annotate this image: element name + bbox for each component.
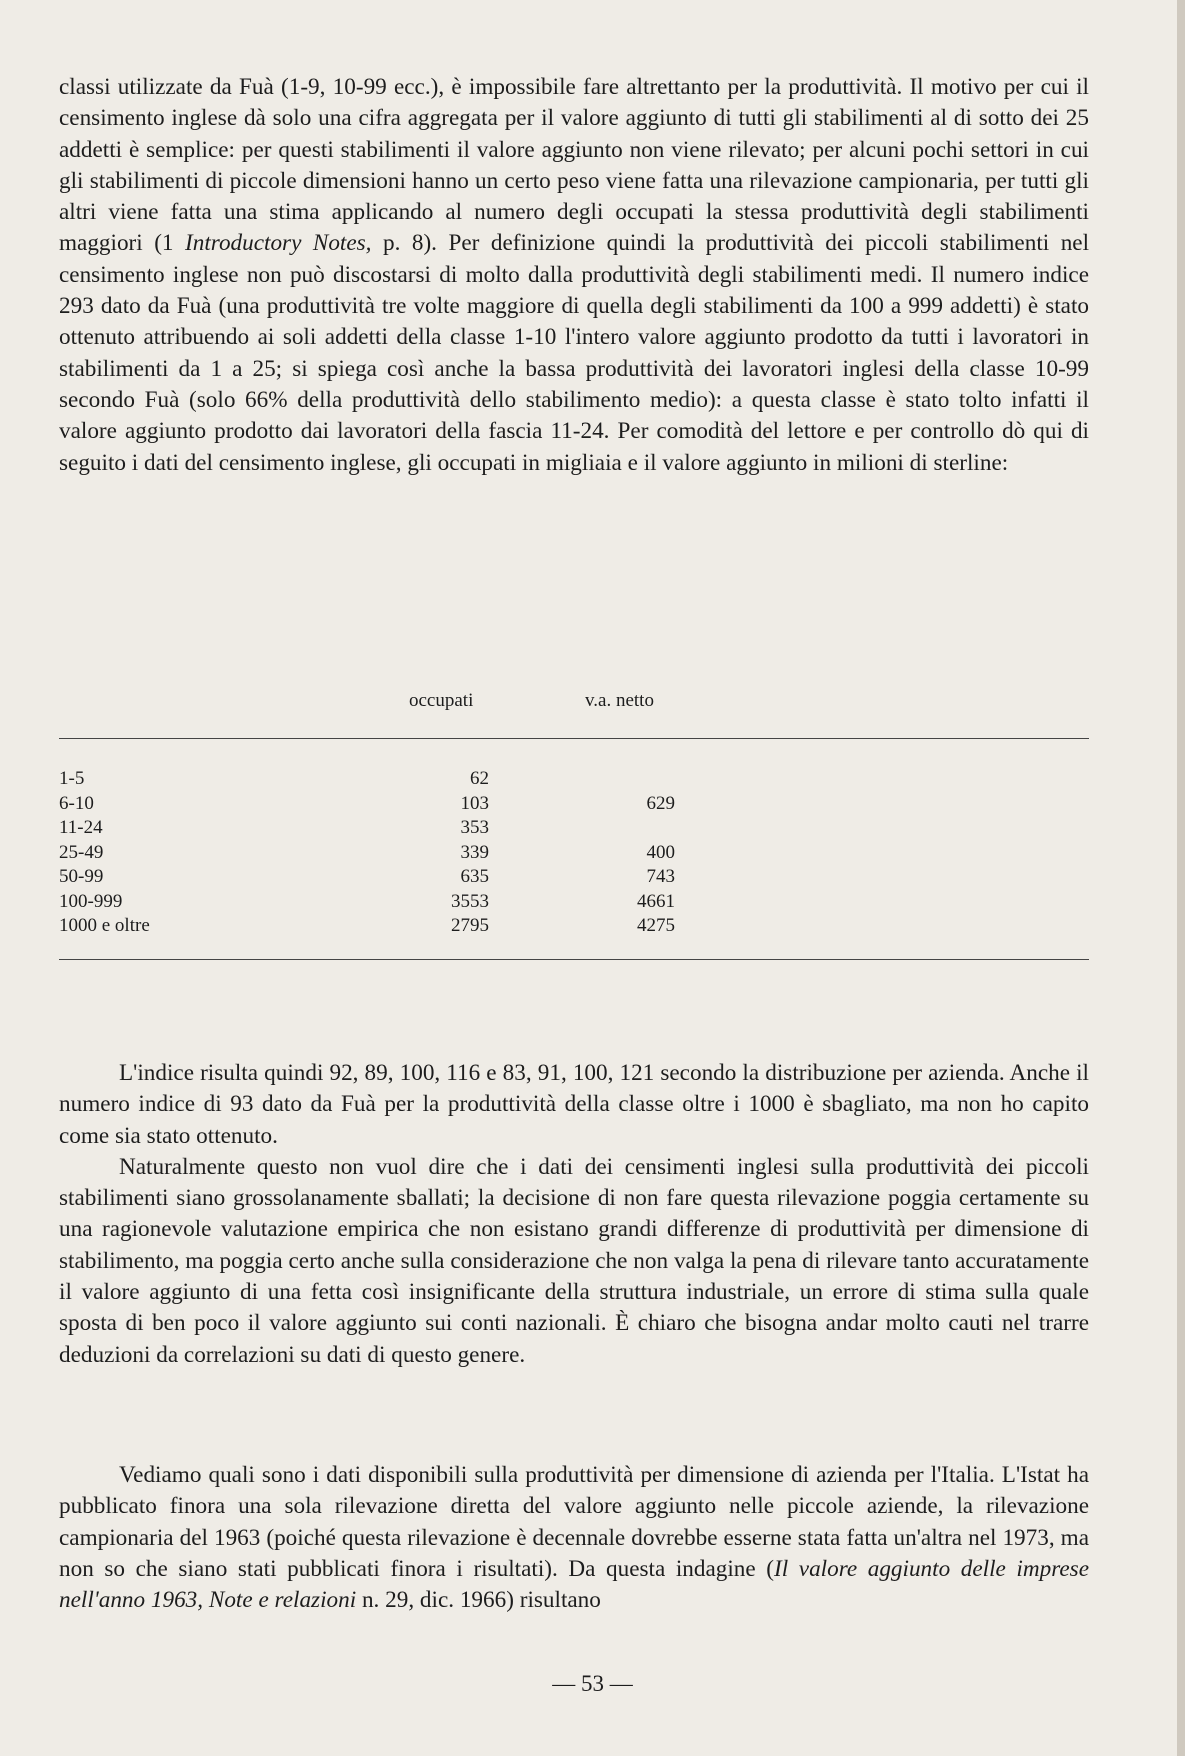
row-occupati: 3553 (451, 890, 489, 912)
row-va: 743 (646, 866, 675, 887)
row-label: 1-5 (59, 768, 85, 789)
header-occupati: occupati (409, 690, 474, 711)
table-row (59, 816, 1089, 841)
row-label: 25-49 (59, 841, 104, 863)
row-label: 1000 e oltre (59, 915, 150, 936)
row-label: 50-99 (59, 866, 104, 887)
row-va: 4275 (637, 915, 675, 936)
row-occupati: 353 (460, 817, 489, 838)
row-occupati: 2795 (451, 915, 489, 936)
table-row (59, 767, 1089, 792)
row-label: 11-24 (59, 817, 103, 838)
table-row (59, 792, 1089, 817)
paragraph-italy-citation: Il valore aggiunto delle imprese nell'anno 1963, Note e relazioni (59, 1555, 1089, 1614)
table-row (59, 890, 1089, 915)
paragraph-intro-text: classi utilizzate da Fuà (1-9, 10-99 ecc.), è impossibile fare altrettanto per la produttività. Il motivo per cui il censimento inglese dà solo una cifra aggregata per il valore aggiunto di tutti gli stabilimenti al di sotto dei 25 addetti è semplice: per questi stabilimenti il valore aggiunto non viene rilevato; per alcuni pochi settori in cui gli stabilimenti di piccole dimensioni hanno un certo peso viene fatta una rilevazione campionaria, per tutti gli altri viene fatta una stima applicando al numero degli occupati la stessa produttività degli stabilimenti maggiori (1 (59, 74, 1089, 257)
paragraph-italy-text: Vediamo quali sono i dati disponibili sulla produttività per dimensione di azienda per l'Italia. L'Istat ha pubblicato finora una sola rilevazione diretta del valore aggiunto nelle piccole aziende, la rilevazione campionaria del 1963 (poiché questa rilevazione è decennale dovrebbe esserne stata fatta un'altra nel 1973, ma non so che siano stati pubblicati finora i risultati). Da questa indagine ( (59, 1462, 1089, 1582)
row-label: 100-999 (59, 890, 123, 912)
row-occupati: 103 (460, 792, 489, 814)
row-occupati: 62 (470, 768, 489, 789)
row-va: 629 (646, 792, 675, 814)
paragraph-italy (59, 1460, 1089, 1616)
row-va: 400 (646, 841, 675, 863)
paragraph-naturally-text: Naturalmente questo non vuol dire che i dati dei censimenti inglesi sulla produttività dei piccoli stabilimenti siano grossolanamente sballati; la decisione di non fare questa rilevazione poggia certamente su una ragionevole valutazione empirica che non esistano grandi differenze di produttività per dimensione di stabilimento, ma poggia certo anche sulla considerazione che non valga la pena di rilevare tanto accuratamente il valore aggiunto di una fetta così insignificante della struttura industriale, un errore di stima sulla quale sposta di ben poco il valore aggiunto sui conti nazionali. È chiaro che bisogna andar molto cauti nel trarre deduzioni da correlazioni su dati di questo genere. (59, 1153, 1089, 1368)
header-va-netto: v.a. netto (585, 690, 654, 711)
table-row (59, 865, 1089, 890)
table-row (59, 841, 1089, 866)
row-label: 6-10 (59, 792, 94, 814)
paragraph-italy-end: n. 29, dic. 1966) risultano (361, 1587, 601, 1614)
table-body (59, 767, 1089, 939)
page-number: — 53 — (552, 1671, 633, 1696)
table-row (59, 914, 1089, 939)
row-occupati: 339 (460, 841, 489, 863)
page-edge (1177, 0, 1185, 1756)
paragraph-intro-end: p. 8). Per definizione quindi la produttività dei piccoli stabilimenti nel censimento inglese non può discostarsi di molto dalla produttività degli stabilimenti medi. Il numero indice 293 dato da Fuà (una produttività tre volte maggiore di quella degli stabilimenti da 100 a 999 addetti) è stato ottenuto attribuendo ai soli addetti della classe 1-10 l'intero valore aggiunto prodotto da tutti i lavoratori in stabilimenti da 1 a 25; si spiega così anche la bassa produttività dei lavoratori inglesi della classe 10-99 secondo Fuà (solo 66% della produttività dello stabilimento medio): a questa classe è stato tolto infatti il valore aggiunto prodotto dai lavoratori della fascia 11-24. Per comodità del lettore e per controllo dò qui di seguito i dati del censimento inglese, gli occupati in migliaia e il valore aggiunto in milioni di sterline: (59, 230, 1090, 476)
paragraph-index (59, 1058, 1089, 1371)
row-va: 4661 (637, 890, 675, 912)
paragraph-intro-citation: Introductory Notes, (185, 230, 372, 257)
table-rule-bottom (59, 959, 1089, 960)
paragraph-intro (59, 72, 1089, 479)
paragraph-index-text: L'indice risulta quindi 92, 89, 100, 116 e 83, 91, 100, 121 secondo la distribuzione per azienda. Anche il numero indice di 93 dato da Fuà per la produttività della classe oltre i 1000 è sbagliato, ma non ho capito come sia stato ottenuto. (59, 1060, 1089, 1149)
row-occupati: 635 (460, 866, 489, 887)
table-rule-top (59, 738, 1089, 739)
